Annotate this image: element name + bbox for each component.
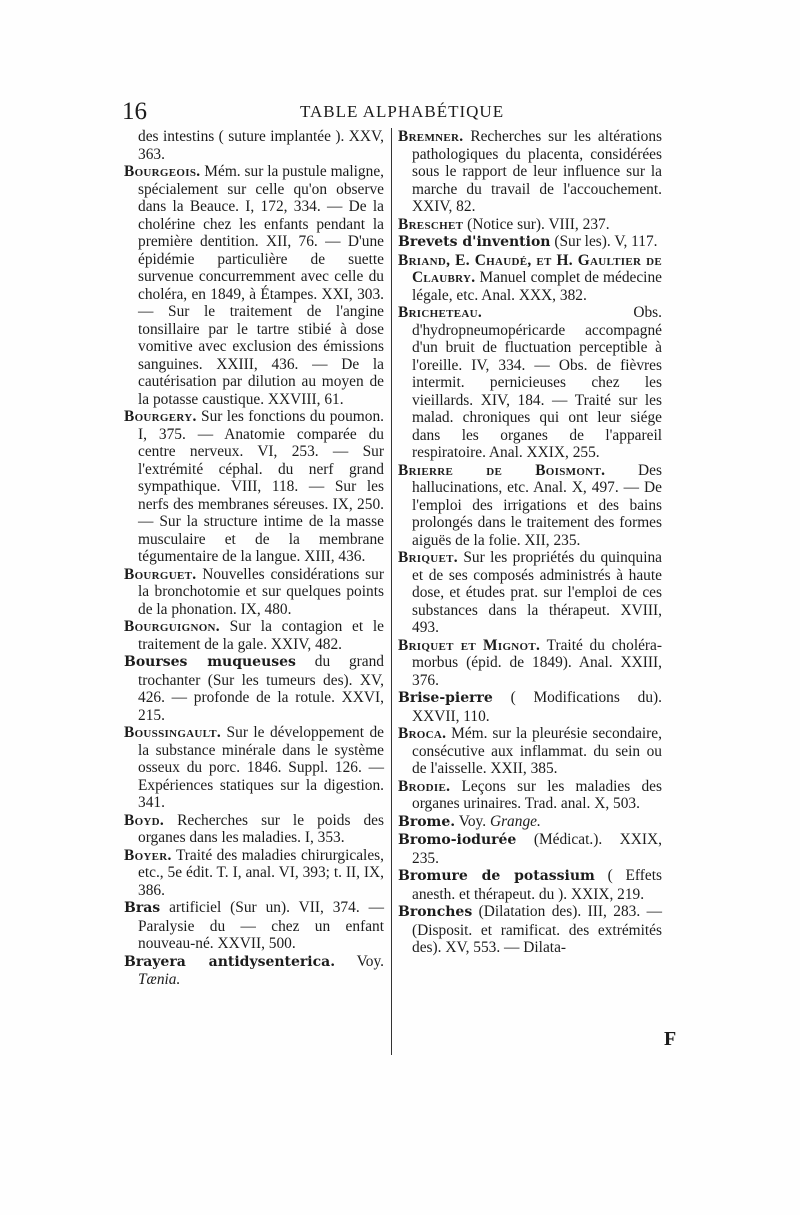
entry-crossref: Tænia. — [138, 971, 181, 988]
entry-heading: Boussingault. — [124, 724, 222, 741]
entry-heading: Bourgery. — [124, 408, 197, 425]
entry-text: du grand trochanter (Sur les tumeurs des). XV, 426. — profonde de la rotule. XXVI, 215. — [138, 653, 384, 724]
entry-text: (Médicat.). XXIX, 235. — [412, 831, 662, 867]
entry-text: ( Effets anesth. et thérapeut. du ). XXIX, 219. — [412, 867, 662, 903]
index-entry — [398, 128, 662, 216]
index-entry — [124, 618, 384, 653]
index-entry — [398, 867, 662, 903]
left-column — [124, 128, 384, 989]
index-entry — [398, 813, 662, 832]
entry-text: Leçons sur les maladies des organes urinaires. Trad. anal. X, 503. — [412, 777, 662, 812]
index-entry — [398, 831, 662, 867]
entry-heading: Brevets d'invention — [398, 234, 551, 250]
index-entry — [398, 725, 662, 778]
index-entry — [124, 653, 384, 724]
entry-heading: Bromo-iodurée — [398, 832, 517, 848]
index-entry — [398, 252, 662, 305]
index-entry — [398, 637, 662, 690]
index-entry — [398, 778, 662, 813]
entry-heading: Bremner. — [398, 128, 464, 145]
entry-text: des intestins ( suture implantée ). XXV, 363. — [138, 128, 384, 163]
entry-heading: Briand, E. Chaudé, et H. Gaultier de Claubry. — [398, 251, 662, 286]
index-entry — [124, 566, 384, 619]
entry-text: Sur la contagion et le traitement de la gale. XXIV, 482. — [138, 618, 384, 653]
index-entry — [124, 899, 384, 953]
entry-text: Traité des maladies chirurgicales, etc., 5e édit. T. I, anal. VI, 393; t. II, IX, 386. — [138, 846, 384, 899]
entry-heading: Brierre de Boismont. — [398, 461, 606, 479]
entry-heading: Briquet. — [398, 549, 458, 566]
entry-crossref: Grange. — [489, 812, 541, 830]
entry-heading: Bronches — [398, 904, 473, 920]
entry-heading: Brise-pierre — [398, 690, 493, 706]
entry-text: Des hallucinations, etc. Anal. X, 497. — De l'emploi des irrigations et des bains prolongés dans le traitement des formes aiguës de la folie. XII, 235. — [412, 461, 662, 549]
column-divider — [391, 128, 392, 1055]
entry-text: (Sur les). V, 117. — [550, 233, 658, 250]
margin-mark: F — [664, 1028, 677, 1050]
entry-text: Voy. — [335, 952, 385, 970]
index-entry — [398, 903, 662, 957]
index-entry — [124, 847, 384, 900]
index-entry — [124, 953, 384, 989]
index-entry — [398, 233, 662, 252]
entry-text: Voy. — [455, 812, 490, 830]
entry-text: (Dilatation des). III, 283. — (Disposit. et ramificat. des extrémités des). XV, 553. — Dilata- — [412, 903, 662, 956]
entry-text: ( Modifications du). XXVII, 110. — [412, 689, 662, 725]
page-number: 16 — [122, 98, 147, 125]
entry-text: Nouvelles considérations sur la bronchotomie et sur quelques points de la phonation. IX, 480. — [138, 565, 384, 618]
running-head: TABLE ALPHABÉTIQUE — [300, 102, 505, 121]
entry-text: Obs. d'hydropneumopéricarde accompagné d'un bruit de fluctuation perceptible à l'oreille. IV, 334. — Obs. de fièvres intermit. pernicieuses chez les vieillards. XIV, 184. — Traité sur les malad. chroniques qui ont leur siége dans les organes de l'appareil respiratoire. Anal. XXIX, 255. — [412, 304, 662, 461]
index-entry — [398, 462, 662, 550]
index-entry — [124, 812, 384, 847]
index-entry — [398, 216, 662, 234]
entry-heading: Brodie. — [398, 777, 451, 795]
index-entry — [398, 549, 662, 637]
entry-heading: Briquet et Mignot. — [398, 636, 541, 654]
entry-heading: Bourguignon. — [124, 618, 220, 635]
entry-text: Traité du choléra-morbus (épid. de 1849). Anal. XXIII, 376. — [412, 636, 663, 689]
entry-heading: Bras — [124, 900, 161, 916]
entry-heading: Bourses muqueuses — [124, 654, 296, 670]
entry-heading: Brayera antidysenterica. — [124, 953, 336, 970]
index-entry — [398, 304, 662, 462]
entry-heading: Bromure de potassium — [398, 868, 595, 884]
entry-heading: Broca. — [398, 725, 447, 742]
entry-heading: Bricheteau. — [398, 304, 483, 321]
entry-heading: Bourgeois. — [124, 163, 201, 180]
entry-heading: Breschet — [398, 215, 464, 233]
entry-text: Sur les propriétés du quinquina et de ses composés administrés à haute dose, et études prat. sur l'emploi de ces substances dans la thérapeut. XVIII, 493. — [412, 549, 662, 636]
entry-text: artificiel (Sur un). VII, 374. — Paralysie du — chez un enfant nouveau-né. XXVII, 500. — [138, 899, 384, 952]
entry-text: Sur le développement de la substance minérale dans le système osseux du porc. 1846. Suppl. 126. — Expériences statiques sur la digestion. 341. — [138, 724, 384, 811]
entry-heading: Bourguet. — [124, 565, 197, 583]
entry-text: Manuel complet de médecine légale, etc. Anal. XXX, 382. — [412, 269, 662, 304]
entry-heading: Brome. — [398, 813, 456, 830]
entry-text: Mém. sur la pustule maligne, spécialement sur celle qu'on observe dans la Beauce. I, 172, 334. — De la cholérine chez les enfants pendant la première dentition. XII, 76. — D'une épidémie particulière de suette survenue concurremment avec celle du choléra, en 1849, à Étampes. XXI, 303. — Sur le traitement de l'angine tonsillaire par le tartre stibié à dose vomitive avec exclusion des émissions sanguines. XXIII, 436. — De la cautérisation par dilution au moyen de la potasse caustique. XXVIII, 61. — [138, 163, 384, 408]
index-entry — [124, 128, 384, 163]
entry-text: Mém. sur la pleurésie secondaire, consécutive aux inflammat. du sein ou de l'aisselle. XXII, 385. — [412, 725, 662, 777]
index-entry — [124, 724, 384, 812]
entry-text: (Notice sur). VIII, 237. — [463, 215, 610, 233]
entry-heading: Boyer. — [124, 846, 172, 864]
entry-text: Sur les fonctions du poumon. I, 375. — Anatomie comparée du centre nerveux. VI, 253. — Sur l'extrémité céphal. du nerf grand sympathique. VIII, 118. — Sur les nerfs des membranes séreuses. IX, 250. — Sur la structure intime de la masse musculaire et de la membrane tégumentaire de la langue. XIII, 436. — [138, 408, 384, 565]
index-entry — [124, 408, 384, 566]
index-entry — [124, 163, 384, 408]
entry-text: Recherches sur les altérations pathologiques du placenta, considérées sous le rapport de leur influence sur la marche du travail de l'accouchement. XXIV, 82. — [412, 128, 662, 215]
entry-text: Recherches sur le poids des organes dans les maladies. I, 353. — [138, 811, 384, 846]
entry-heading: Boyd. — [124, 811, 165, 829]
index-entry — [398, 689, 662, 725]
right-column — [398, 128, 662, 957]
